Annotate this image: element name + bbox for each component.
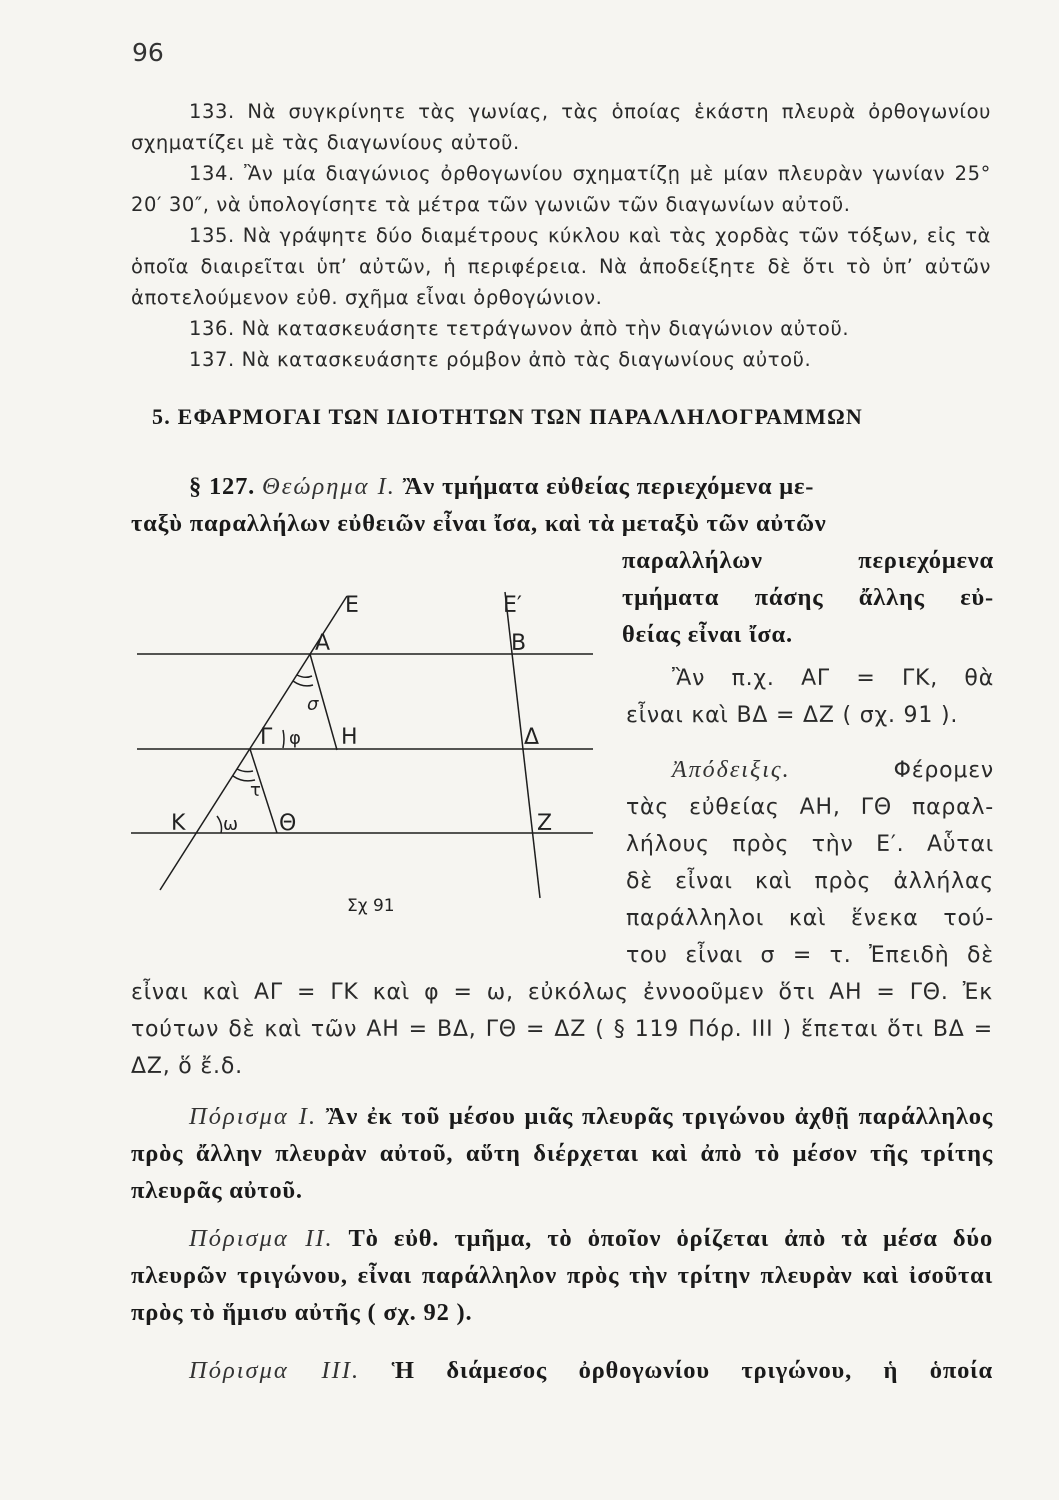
exercise-137: 137. Νὰ κατασκευάσητε ρόμβον ἀπὸ τὰς διαγωνίους αὐτοῦ. <box>189 348 812 371</box>
theorem-number: § 127. <box>189 473 256 500</box>
theorem-continuation <box>622 542 994 653</box>
label-th: Θ <box>279 811 297 836</box>
corollary-3-label: Πόρισμα ΙΙΙ. <box>189 1357 361 1384</box>
label-tau: τ <box>250 780 261 801</box>
exercise-133: 133. Νὰ συγκρίνητε τὰς γωνίας, τὰς ὁποίας ἑκάστη πλευρὰ ὀρθογωνίου σχηματίζει μὲ τὰς διαγωνίους αὐτοῦ. <box>131 100 991 154</box>
label-phi: φ <box>289 728 301 749</box>
proof-label: Ἀπόδειξις. <box>672 757 791 783</box>
proof-line-5: παράλληλοι καὶ ἕνεκα τού- <box>626 906 994 931</box>
label-d: Δ <box>524 725 540 750</box>
label-sigma: σ <box>307 694 319 715</box>
label-k: Κ <box>171 811 186 836</box>
label-z: Ζ <box>537 811 553 836</box>
label-a: Α <box>315 631 331 656</box>
corollary-2-label: Πόρισμα ΙΙ. <box>189 1225 334 1252</box>
proof-line-1: Φέρομεν <box>893 758 994 783</box>
proof-full <box>131 974 993 1085</box>
theorem-text-2: ταξὺ παραλλήλων εὐθειῶν εἶναι ἴσα, καὶ τὰ μεταξὺ τῶν αὐτῶν <box>131 510 827 537</box>
label-omega: ω <box>223 814 239 835</box>
figure-91 <box>125 578 605 918</box>
example-line-1: Ἂν π.χ. ΑΓ = ΓΚ, θὰ <box>672 666 994 691</box>
corollary-1-label: Πόρισμα Ι. <box>189 1103 318 1130</box>
label-g: Γ <box>260 725 273 750</box>
label-h: Η <box>341 725 358 750</box>
proof-side <box>626 752 994 974</box>
proof-line-2: τὰς εὐθείας ΑΗ, ΓΘ παραλ- <box>626 795 994 820</box>
theorem-label: Θεώρημα Ι. <box>262 473 396 500</box>
corollary-3-text: Ἡ διάμεσος ὀρθογωνίου τριγώνου, ἡ ὁποία <box>391 1357 994 1384</box>
theorem-right-3: θείας εἶναι ἴσα. <box>622 621 793 648</box>
proof-line-6: του εἶναι σ = τ. Ἐπειδὴ δὲ <box>626 943 994 968</box>
angle-phi-arc <box>283 730 284 748</box>
figure-caption: Σχ 91 <box>347 896 395 916</box>
proof-line-4: δὲ εἶναι καὶ πρὸς ἀλλήλας <box>626 869 994 894</box>
example-block <box>626 660 994 734</box>
theorem-right-1: παραλλήλων περιεχόμενα <box>622 547 994 574</box>
theorem-statement <box>131 468 993 542</box>
label-b: Β <box>511 631 527 656</box>
exercise-list <box>131 96 991 375</box>
angle-tau-arc-2 <box>237 769 253 772</box>
exercise-134: 134. Ἂν μία διαγώνιος ὀρθογωνίου σχηματίζῃ μὲ μίαν πλευρὰν γωνίαν 25° 20′ 30″, νὰ ὑπολογίσητε τὰ μέτρα τῶν γωνιῶν τῶν διαγωνίων αὐτοῦ. <box>131 162 991 216</box>
angle-sigma-arc <box>293 681 313 686</box>
theorem-right-2: τμήματα πάσης ἄλλης εὐ- <box>622 584 994 611</box>
example-line-2: εἶναι καὶ ΒΔ = ΔΖ ( σχ. 91 ). <box>626 703 959 728</box>
proof-line-3: λήλους πρὸς τὴν Ε′. Αὗται <box>626 832 994 857</box>
label-e-prime: Ε′ <box>503 593 522 618</box>
angle-sigma-arc-2 <box>297 675 312 677</box>
angle-omega-arc <box>217 816 222 833</box>
label-e: Ε <box>345 593 359 618</box>
corollary-2-text: Τὸ εὐθ. τμῆμα, τὸ ὁποῖον ὁρίζεται ἀπὸ τὰ μέσα δύο πλευρῶν τριγώνου, εἶναι παράλληλον πρὸς τὴν τρίτην πλευρὰν καὶ ἰσοῦται πρὸς τὸ ἥμισυ αὐτῆς ( σχ. 92 ). <box>131 1225 994 1326</box>
exercise-136: 136. Νὰ κατασκευάσητε τετράγωνον ἀπὸ τὴν διαγώνιον αὐτοῦ. <box>189 317 850 340</box>
corollary-3 <box>131 1352 993 1389</box>
exercise-135: 135. Νὰ γράψητε δύο διαμέτρους κύκλου καὶ τὰς χορδὰς τῶν τόξων, εἰς τὰ ὁποῖα διαιρεῖται ὑπ’ αὐτῶν, ἡ περιφέρεια. Νὰ ἀποδείξητε δὲ ὅτι τὸ ὑπ’ αὐτῶν ἀποτελούμενον εὐθ. σχῆμα εἶναι ὀρθογώνιον. <box>131 224 991 309</box>
corollary-1-text: Ἂν ἐκ τοῦ μέσου μιᾶς πλευρᾶς τριγώνου ἀχθῇ παράλληλος πρὸς ἄλλην πλευρὰν αὐτοῦ, αὕτη διέρχεται καὶ ἀπὸ τὸ μέσον τῆς τρίτης πλευρᾶς αὐτοῦ. <box>131 1103 993 1204</box>
page-number: 96 <box>132 38 164 67</box>
proof-full-text: εἶναι καὶ ΑΓ = ΓΚ καὶ φ = ω, εὐκόλως ἐννοοῦμεν ὅτι ΑΗ = ΓΘ. Ἐκ τούτων δὲ καὶ τῶν ΑΗ = ΒΔ, ΓΘ = ΔΖ ( § 119 Πόρ. ΙΙΙ ) ἕπεται ὅτι ΒΔ = ΔΖ, ὅ ἔ.δ. <box>131 980 993 1079</box>
theorem-text-1: Ἂν τμήματα εὐθείας περιεχόμενα με- <box>402 473 815 500</box>
corollary-1 <box>131 1098 993 1209</box>
section-title: 5. ΕΦΑΡΜΟΓΑΙ ΤΩΝ ΙΔΙΟΤΗΤΩΝ ΤΩΝ ΠΑΡΑΛΛΗΛΟΓΡΑΜΜΩΝ <box>152 404 863 429</box>
corollary-2 <box>131 1220 993 1331</box>
